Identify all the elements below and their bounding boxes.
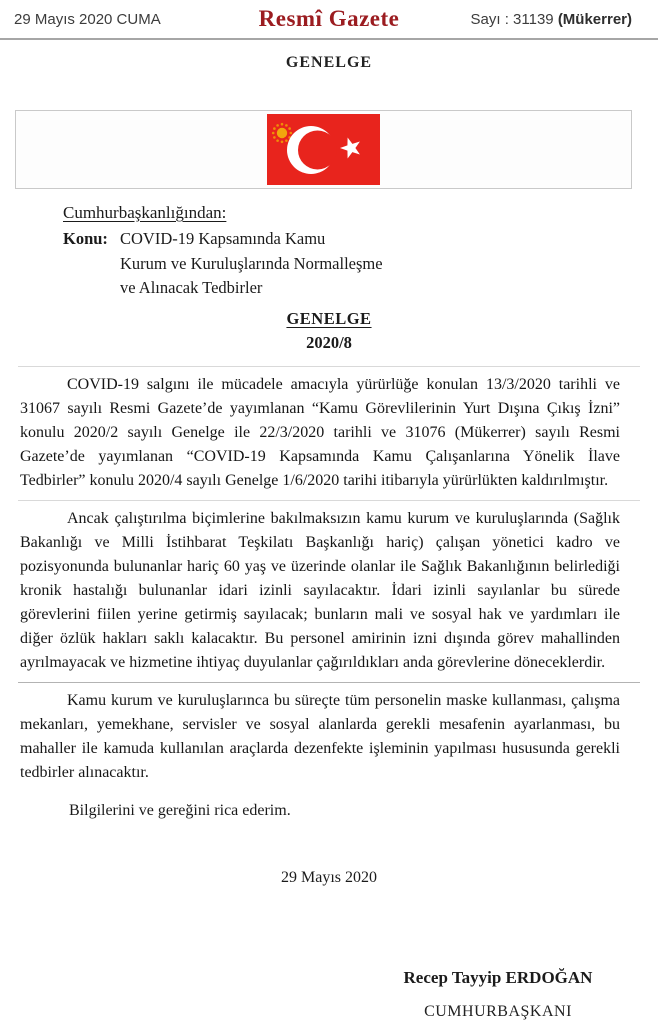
signatory-title: CUMHURBAŞKANI	[424, 1002, 572, 1020]
signatory-name: Recep Tayyip ERDOĞAN	[403, 967, 593, 987]
issue-emphasis: (Mükerrer)	[557, 11, 632, 28]
subject-lines	[120, 227, 383, 301]
gazette-masthead	[0, 0, 658, 40]
subject-line: Kurum ve Kuruluşlarında Normalleşme	[120, 253, 383, 273]
flag-image-box	[15, 110, 632, 189]
document-date: 29 Mayıs 2020	[281, 868, 377, 886]
subject-label: Konu:	[63, 229, 108, 248]
section-heading: GENELGE	[285, 54, 373, 71]
subject-line: ve Alınacak Tedbirler	[120, 278, 263, 297]
body-paragraph-1: COVID-19 salgını ile mücadele amacıyla yürürlüğe konulan 13/3/2020 tarihli ve 31067 sayılı Resmi Gazete’de yayımlanan “Kamu Görevlilerinin Yurt Dışına Çıkış İzni” konulu 2020/2 sayılı Genelge ile 22/3/2020 tarihli ve 31076 (Mükerrer) sayılı Resmi Gazete’de yayımlanan “COVID-19 Kapsamında Kamu Çalışanlarına Yönelik İlave Tedbirler” konulu 2020/4 sayılı Genelge 1/6/2020 tarihi itibarıyla yürürlükten kaldırılmıştır.	[20, 375, 620, 489]
gazette-issue-number	[471, 11, 632, 28]
subject-line: COVID-19 Kapsamında Kamu	[120, 229, 326, 248]
gazette-date: 29 Mayıs 2020 CUMA	[14, 11, 161, 28]
circular-number: 2020/8	[306, 332, 352, 352]
issuer-line: Cumhurbaşkanlığından:	[63, 203, 227, 222]
separator-line	[18, 366, 640, 367]
issue-label: Sayı : 31139	[470, 11, 558, 28]
body-paragraph-2: Ancak çalıştırılma biçimlerine bakılmaksızın kamu kurum ve kuruluşlarında (Sağlık Bakanlığı ve Milli İstihbarat Teşkilatı Başkanlığı hariç) çalışan yönetici kadro ve pozisyonunda bulunanlar hariç 60 yaş ve üzerinde olanlar ile Sağlık Bakanlığının belirlediği kronik hastalığı bulunanlar idari izinli sayılacaktır. İdari izinli sayılanlar bu sürede görevlerini fiilen yerine getirmiş sayılacak; bunların mali ve sosyal hak ve yardımları ile diğer özlük hakları saklı kalacaktır. Bu personel amirinin izni dışında görev mahallinden ayrılmayacak ve hizmetine ihtiyaç duyulanlar çağırıldıkları anda görevlerine döneceklerdir.	[20, 509, 620, 671]
body-paragraph-3: Kamu kurum ve kuruluşlarınca bu süreçte tüm personelin maske kullanması, çalışma mekanları, yemekhane, servisler ve sosyal alanlarda gerekli mesafenin ayarlanması, bu mahaller ile kamuda kullanılan araçlarda dezenfekte işleminin yapılması hususunda gerekli tedbirler alınacaktır.	[20, 691, 620, 781]
signature-block	[393, 968, 603, 1022]
separator-line	[18, 682, 640, 683]
gazette-title: Resmî Gazete	[258, 6, 400, 31]
closing-line: Bilgilerini ve gereğini rica ederim.	[69, 801, 291, 819]
separator-line	[18, 500, 640, 501]
turkish-presidential-flag-icon	[267, 114, 380, 185]
circular-title: GENELGE	[286, 308, 372, 328]
subject-block	[63, 227, 658, 301]
